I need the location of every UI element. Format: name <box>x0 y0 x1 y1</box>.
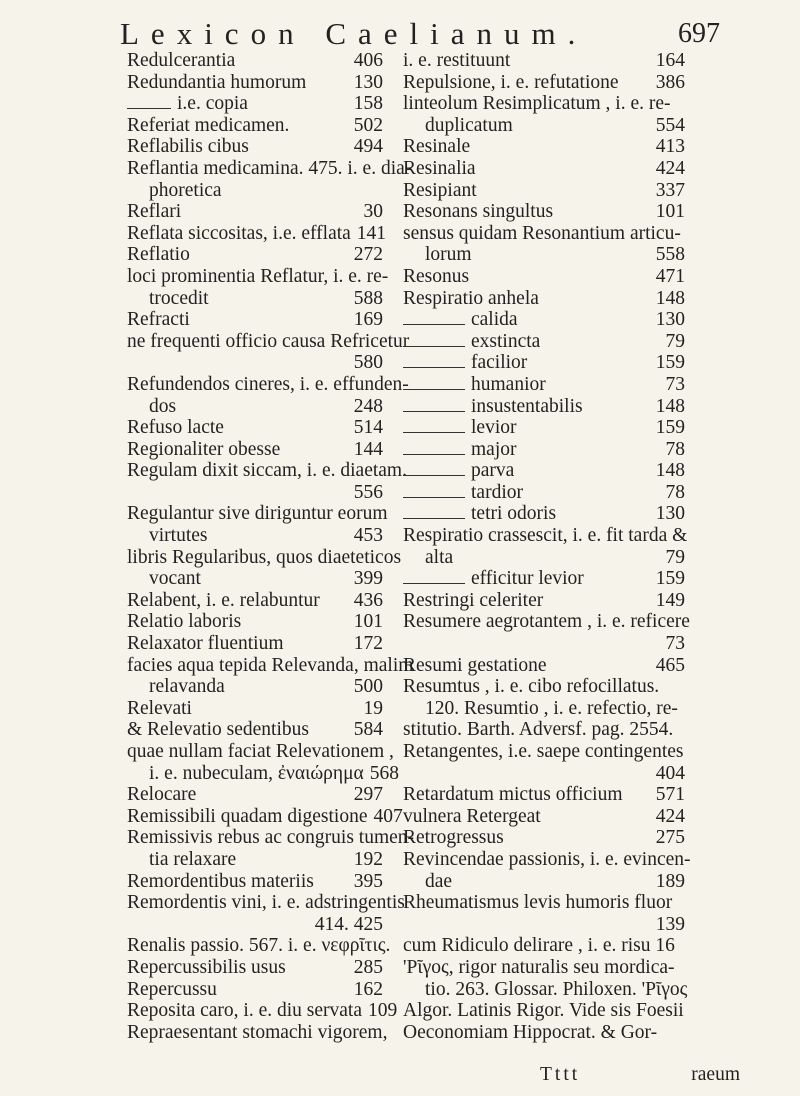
index-entry <box>127 115 383 137</box>
entry-term: Resinale <box>403 136 471 158</box>
entry-term: Retardatum mictus officium <box>403 784 623 806</box>
entry-page-number: 159 <box>655 568 685 590</box>
entry-page-number: 413 <box>655 136 685 158</box>
entry-continuation <box>127 568 383 590</box>
entry-term: Resonans singultus <box>403 201 554 223</box>
entry-page-number: 192 <box>353 848 383 870</box>
entry-page-number: 141 <box>356 222 387 244</box>
page-number: 697 <box>678 18 720 49</box>
index-entry <box>403 417 685 439</box>
ditto-dash <box>403 367 465 368</box>
entry-term: Renalis passio. 567. i. e. νεφρῖτις. <box>127 935 391 957</box>
entry-continuation <box>403 698 685 720</box>
index-entry <box>127 719 383 741</box>
index-entry <box>403 741 685 763</box>
index-entry <box>403 892 685 914</box>
entry-page-number: 101 <box>353 611 383 633</box>
entry-page-number: 148 <box>655 287 685 309</box>
entry-term: Relabent, i. e. relabuntur <box>127 589 320 611</box>
index-entry <box>127 979 383 1001</box>
entry-term: insustentabilis <box>471 395 583 417</box>
entry-page-number: 79 <box>665 330 685 352</box>
entry-page-number: 453 <box>353 525 383 547</box>
entry-term: parva <box>471 460 515 482</box>
entry-page-number: 465 <box>655 654 685 676</box>
entry-term: major <box>471 438 517 460</box>
index-entry <box>127 72 383 94</box>
entry-page-number: 30 <box>363 201 383 223</box>
entry-term: cum Ridiculo delirare , i. e. risu 16 <box>403 935 675 957</box>
entry-page-number: 159 <box>655 352 685 374</box>
entry-term: Resumi gestatione <box>403 654 547 676</box>
entry-term: Relocare <box>127 784 197 806</box>
index-entry <box>127 136 383 158</box>
entry-term: Reposita caro, i. e. diu servata <box>127 1000 362 1022</box>
entry-term: Respiratio anhela <box>403 287 539 309</box>
continuation-text: lorum <box>425 244 472 266</box>
entry-term: stitutio. Barth. Adversf. pag. 2554. <box>403 719 674 741</box>
entry-term: efficitur levior <box>471 568 584 590</box>
entry-page-number: 386 <box>655 71 685 93</box>
index-entry <box>403 288 685 310</box>
entry-page-number: 414. 425 <box>314 913 383 935</box>
index-entry <box>127 93 383 115</box>
index-entry <box>127 935 391 957</box>
entry-term: Resumere aegrotantem , i. e. reficere <box>403 611 690 633</box>
index-entry <box>403 935 685 957</box>
entry-page-number: 558 <box>655 244 685 266</box>
ditto-dash <box>403 583 465 584</box>
index-entry <box>127 439 383 461</box>
index-entry <box>403 957 685 979</box>
entry-page-number: 248 <box>353 395 383 417</box>
entry-page-number: 130 <box>655 503 685 525</box>
entry-term: linteolum Resimplicatum , i. e. re- <box>403 93 671 115</box>
entry-page-number: 471 <box>655 265 685 287</box>
entry-continuation <box>403 978 688 1001</box>
index-entry <box>127 698 383 720</box>
entry-page-number: 500 <box>353 676 383 698</box>
index-entry <box>403 1022 685 1044</box>
entry-page-number: 139 <box>655 913 685 935</box>
right-column <box>403 50 691 1043</box>
index-entry <box>127 805 403 828</box>
entry-page-number: 406 <box>353 50 383 71</box>
index-entry <box>127 244 383 266</box>
index-entry <box>127 1021 388 1044</box>
index-entry <box>127 309 383 331</box>
index-entry <box>127 417 383 439</box>
entry-term: Reflata siccositas, i.e. efflata <box>127 222 351 244</box>
entry-continuation <box>127 180 383 202</box>
entry-term: Algor. Latinis Rigor. Vide sis Foesii <box>403 1000 684 1022</box>
entry-term: Remissivis rebus ac congruis tumen- <box>127 827 415 849</box>
entry-page-number: 164 <box>655 50 685 71</box>
entry-page-number: 148 <box>655 460 685 482</box>
ditto-dash <box>403 475 465 476</box>
entry-term: Relaxator fluentium <box>127 633 284 655</box>
continuation-text: tio. 263. Glossar. Philoxen. 'Pῖγος <box>425 978 688 1000</box>
entry-page-number: 148 <box>655 395 685 417</box>
ditto-dash <box>403 389 465 390</box>
entry-continuation <box>127 676 383 698</box>
index-entry <box>127 157 412 180</box>
entry-page-number: 78 <box>665 438 685 460</box>
entry-term: Revincendae passionis, i. e. evincen- <box>403 848 691 870</box>
entry-continuation <box>127 762 400 785</box>
entry-page-number: 424 <box>655 157 685 179</box>
index-entry <box>403 525 688 547</box>
continuation-text: trocedit <box>149 287 209 309</box>
index-entry <box>127 957 383 979</box>
entry-term: vulnera Retergeat <box>403 805 541 827</box>
index-entry <box>403 180 685 202</box>
entry-term: exstincta <box>471 330 541 352</box>
entry-page-number: 144 <box>353 438 383 460</box>
index-entry <box>127 503 388 525</box>
continuation-text: dae <box>425 870 453 892</box>
entry-page-number: 189 <box>655 870 685 892</box>
entry-term: Resinalia <box>403 157 476 179</box>
ditto-dash <box>403 432 465 433</box>
entry-term: levior <box>471 417 517 439</box>
continuation-text: relavanda <box>149 676 225 698</box>
index-entry <box>403 201 685 223</box>
index-entry <box>127 222 387 245</box>
entry-term: Remordentibus materiis <box>127 870 314 892</box>
index-entry <box>127 330 410 353</box>
entry-term: quae nullam faciat Relevationem , <box>127 741 394 762</box>
index-entry <box>403 827 685 849</box>
entry-page-number: 78 <box>665 481 685 503</box>
left-column <box>127 50 415 1043</box>
entry-term: Regulam dixit siccam, i. e. diaetam. <box>127 460 407 482</box>
index-entry <box>403 655 685 677</box>
catchword: raeum <box>691 1064 740 1085</box>
entry-term: calida <box>471 309 518 331</box>
entry-term: Resumtus , i. e. cibo refocillatus. <box>403 676 660 698</box>
entry-term: Resipiant <box>403 179 477 201</box>
index-entry <box>403 848 691 871</box>
entry-continuation <box>403 547 685 569</box>
entry-page-number: 275 <box>655 827 685 849</box>
entry-page-number: 554 <box>655 114 685 136</box>
entry-term: Reflari <box>127 201 182 223</box>
ditto-dash <box>403 454 465 455</box>
entry-page-number: 162 <box>353 978 383 1000</box>
index-entry <box>127 50 383 72</box>
ditto-dash <box>403 346 465 347</box>
index-entry <box>127 590 383 612</box>
entry-term: Repercussibilis usus <box>127 956 286 978</box>
index-entry <box>403 784 685 806</box>
ditto-dash <box>403 518 465 519</box>
ditto-dash <box>403 411 465 412</box>
entry-page-number: 424 <box>655 805 685 827</box>
entry-term: facilior <box>471 352 528 374</box>
entry-term: loci prominentia Reflatur, i. e. re- <box>127 265 389 287</box>
entry-term: Repulsione, i. e. refutatione <box>403 71 619 93</box>
entry-term: Relatio laboris <box>127 611 242 633</box>
entry-term: Oeconomiam Hippocrat. & Gor- <box>403 1021 658 1043</box>
continuation-text: dos <box>149 395 177 417</box>
entry-page-number: 149 <box>655 589 685 611</box>
entry-term: Refracti <box>127 309 190 331</box>
index-entry <box>127 892 405 914</box>
entry-term: i.e. copia <box>177 93 248 115</box>
entry-page-number: 514 <box>353 417 383 439</box>
ditto-dash <box>127 108 171 109</box>
entry-term: Referiat medicamen. <box>127 114 290 136</box>
entry-term: Restringi celeriter <box>403 589 544 611</box>
index-entry <box>403 93 685 115</box>
index-entry <box>403 352 685 374</box>
index-entry <box>403 676 685 698</box>
continuation-text: i. e. nubeculam, ἐναιώρημα <box>149 762 364 784</box>
entry-page-number: 556 <box>353 481 383 503</box>
entry-page-number: 399 <box>353 568 383 590</box>
entry-term: Reflantia medicamina. 475. i. e. dia- <box>127 157 412 179</box>
continuation-text: vocant <box>149 568 201 590</box>
entry-page-number: 172 <box>353 633 383 655</box>
continuation-text: tia relaxare <box>149 848 237 870</box>
entry-term: Regionaliter obesse <box>127 438 281 460</box>
index-entry <box>127 871 383 893</box>
entry-term: Rheumatismus levis humoris fluor <box>403 892 673 914</box>
index-entry <box>403 1000 685 1022</box>
continuation-text: phoretica <box>149 179 222 201</box>
index-entry <box>403 503 685 525</box>
entry-page-number: 101 <box>655 201 685 223</box>
index-entry <box>403 568 685 590</box>
entry-term: Refundendos cineres, i. e. effunden- <box>127 373 409 395</box>
index-entry <box>403 136 685 158</box>
entry-term: Redundantia humorum <box>127 71 307 93</box>
index-entry <box>127 741 394 763</box>
entry-page-number: 272 <box>353 244 383 266</box>
entry-term: Refuso lacte <box>127 417 224 439</box>
entry-continuation <box>127 525 383 547</box>
entry-term: humanior <box>471 373 546 395</box>
entry-term: Repercussu <box>127 978 217 1000</box>
entry-continuation <box>127 396 383 418</box>
index-entry <box>403 223 685 245</box>
entry-page-number: 297 <box>353 784 383 806</box>
entry-term: Reflabilis cibus <box>127 136 249 158</box>
entry-term: Resonus <box>403 265 470 287</box>
index-entry <box>403 460 685 482</box>
entry-term: Relevati <box>127 697 192 719</box>
index-entry <box>403 266 685 288</box>
index-entry <box>403 158 685 180</box>
index-entry <box>127 201 383 223</box>
entry-term: Redulcerantia <box>127 50 236 71</box>
entry-term: sensus quidam Resonantium articu- <box>403 222 681 244</box>
entry-term: Retrogressus <box>403 827 504 849</box>
index-entry <box>403 482 685 504</box>
index-entry <box>403 611 690 633</box>
ditto-dash <box>403 497 465 498</box>
index-entry <box>403 719 685 741</box>
entry-term: libris Regularibus, quos diaeteticos <box>127 546 402 568</box>
index-entry <box>403 590 685 612</box>
entry-page-number: 584 <box>353 719 383 741</box>
index-entry <box>127 460 407 482</box>
index-entry <box>403 309 685 331</box>
entry-term: ne frequenti officio causa Refricetur <box>127 330 410 352</box>
running-title: Lexicon Caelianum. <box>120 16 588 51</box>
index-entry <box>127 633 383 655</box>
entry-page-number: 169 <box>353 309 383 331</box>
entry-continuation <box>127 288 383 310</box>
entry-page-number: 285 <box>353 956 383 978</box>
index-entry <box>403 374 685 396</box>
index-entry <box>127 1000 398 1022</box>
continuation-text: 120. Resumtio , i. e. refectio, re- <box>425 697 678 719</box>
entry-page-number: 494 <box>353 136 383 158</box>
continuation-text: duplicatum <box>425 114 513 136</box>
entry-page-number: 436 <box>353 589 383 611</box>
entry-continuation <box>403 244 685 266</box>
index-entry <box>127 784 383 806</box>
entry-page-number: 502 <box>353 114 383 136</box>
entry-term: Repraesentant stomachi vigorem, <box>127 1021 388 1043</box>
entry-term: i. e. restituunt <box>403 50 511 71</box>
signature-mark: Tttt <box>540 1064 581 1085</box>
entry-page-number: 19 <box>363 697 383 719</box>
index-entry <box>127 373 409 396</box>
entry-term: & Relevatio sedentibus <box>127 719 309 741</box>
entry-continuation <box>127 849 383 871</box>
continuation-text: virtutes <box>149 525 208 547</box>
ditto-dash <box>403 324 465 325</box>
entry-page-number: 159 <box>655 417 685 439</box>
entry-page-number: 395 <box>353 870 383 892</box>
entry-term: Regulantur sive diriguntur eorum <box>127 503 388 525</box>
entry-term: tetri odoris <box>471 503 557 525</box>
index-entry <box>127 827 415 849</box>
entry-page-number: 568 <box>369 762 400 784</box>
entry-page-number: 580 <box>353 352 383 374</box>
index-entry <box>127 611 383 633</box>
entry-page-number: 79 <box>665 546 685 568</box>
index-entry <box>403 72 685 94</box>
entry-page-number: 73 <box>665 373 685 395</box>
index-entry <box>127 546 402 569</box>
entry-page-number: 130 <box>655 309 685 331</box>
entry-term: Remissibili quadam digestione <box>127 805 368 827</box>
entry-term: facies aqua tepida Relevanda, malim <box>127 654 414 676</box>
entry-page-number: 158 <box>353 93 383 115</box>
entry-term: Retangentes, i.e. saepe contingentes <box>403 741 684 762</box>
index-entry <box>403 50 685 72</box>
entry-page-number: 109 <box>368 1000 398 1022</box>
entry-page-number: 571 <box>655 784 685 806</box>
entry-term: tardior <box>471 481 523 503</box>
index-entry <box>127 654 414 677</box>
entry-term: Remordentis vini, i. e. adstringentis <box>127 892 405 914</box>
entry-continuation <box>403 115 685 137</box>
entry-page-number: 73 <box>665 633 685 655</box>
index-entry <box>127 265 389 288</box>
entry-page-number: 407 <box>373 805 403 827</box>
entry-page-number: 404 <box>655 762 685 784</box>
entry-term: Reflatio <box>127 244 190 266</box>
index-entry <box>403 331 685 353</box>
entry-page-number: 337 <box>655 179 685 201</box>
entry-page-number: 588 <box>353 287 383 309</box>
index-entry <box>403 396 685 418</box>
entry-page-number: 130 <box>353 71 383 93</box>
entry-term: Respiratio crassescit, i. e. fit tarda & <box>403 525 688 547</box>
index-entry <box>403 439 685 461</box>
continuation-text: alta <box>425 546 454 568</box>
index-entry <box>403 806 685 828</box>
entry-term: 'Pῖγος, rigor naturalis seu mordica- <box>403 956 675 978</box>
entry-continuation <box>403 871 685 893</box>
